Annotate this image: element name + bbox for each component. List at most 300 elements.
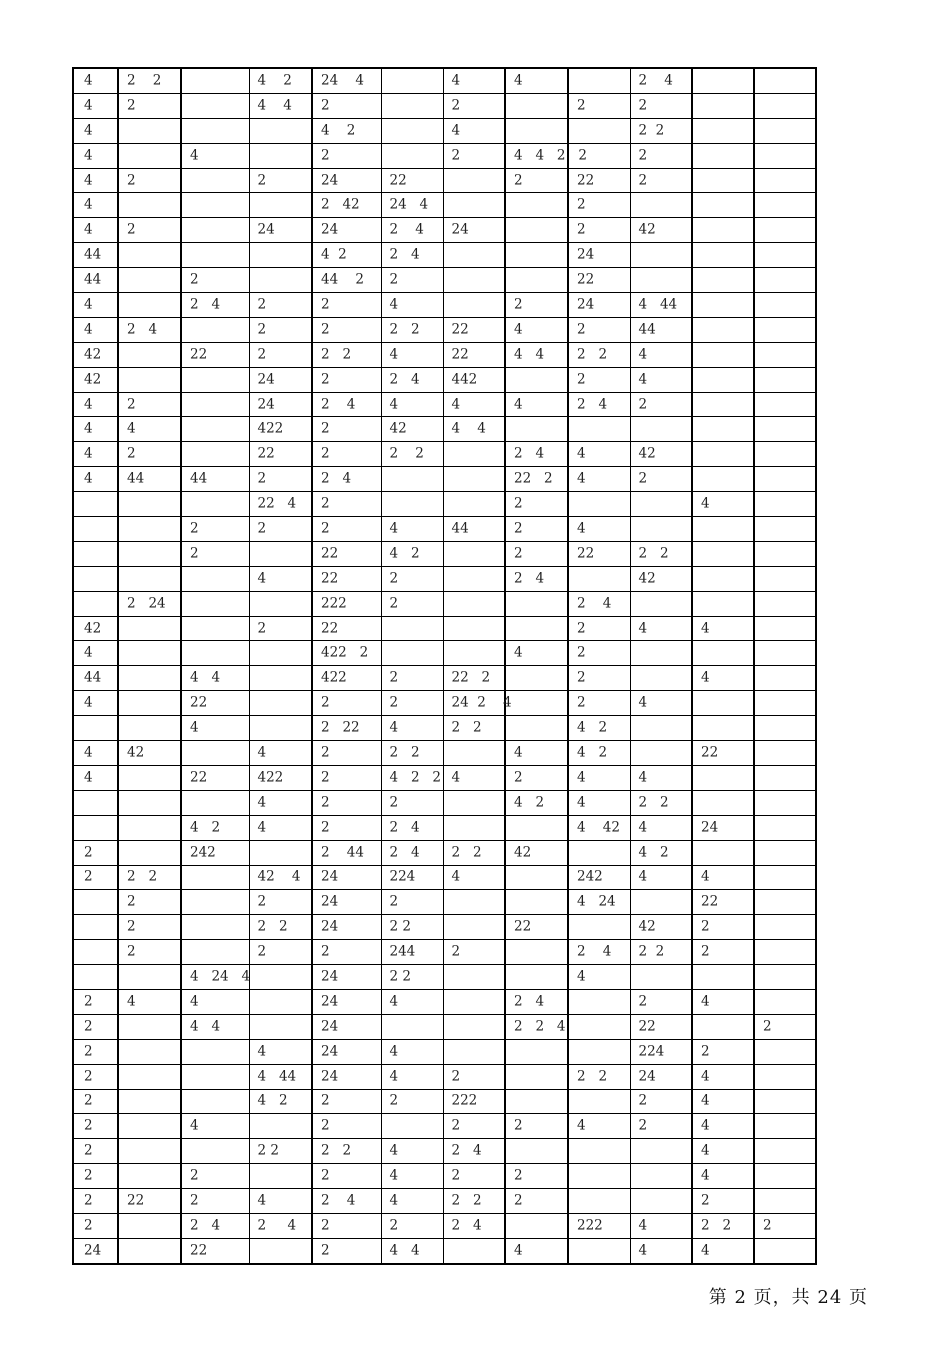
table-cell [505, 1089, 568, 1114]
table-cell [312, 367, 381, 392]
cell-text: 4 4 [514, 345, 545, 362]
table-cell [505, 591, 568, 616]
table-cell [181, 417, 249, 442]
table-cell [249, 367, 312, 392]
table-cell [73, 566, 118, 591]
table-cell [312, 641, 381, 666]
cell-text: 24 [257, 221, 275, 238]
table-cell [568, 1014, 630, 1039]
table-cell [381, 268, 443, 293]
cell-text: 4 2 [321, 121, 356, 138]
cell-text: 2 2 [451, 843, 482, 860]
table-cell [249, 1039, 312, 1064]
table-cell [181, 1189, 249, 1214]
table-cell [73, 741, 118, 766]
table-cell [312, 1114, 381, 1139]
table-cell [249, 1238, 312, 1263]
table-row [73, 865, 816, 890]
cell-text: 2 2 [638, 943, 665, 960]
table-cell [505, 417, 568, 442]
table-cell [73, 790, 118, 815]
table-cell [443, 965, 505, 990]
table-cell [568, 666, 630, 691]
table-cell [249, 1114, 312, 1139]
cell-text: 4 [84, 146, 93, 163]
cell-text: 4 24 [577, 893, 616, 910]
table-cell [181, 143, 249, 168]
cell-text: 2 [257, 296, 267, 313]
table-cell [249, 641, 312, 666]
table-cell [568, 840, 630, 865]
table-cell [381, 243, 443, 268]
table-cell [443, 193, 505, 218]
cell-text: 2 2 [127, 868, 158, 885]
table-cell [249, 865, 312, 890]
cell-text: 4 [389, 1142, 399, 1159]
cell-text: 24 [321, 171, 339, 188]
cell-text: 22 [190, 694, 208, 711]
table-cell [381, 118, 443, 143]
table-row [73, 268, 816, 293]
cell-text: 42 [127, 744, 145, 761]
table-cell [73, 517, 118, 542]
cell-text: 24 [321, 993, 339, 1010]
cell-text: 4 [701, 1167, 710, 1184]
table-cell [630, 1164, 692, 1189]
table-cell [312, 741, 381, 766]
table-cell [568, 218, 630, 243]
table-cell [249, 541, 312, 566]
table-row [73, 1139, 816, 1164]
cell-text: 2 22 [321, 719, 360, 736]
cell-text: 4 [701, 495, 710, 512]
table-cell [754, 840, 816, 865]
cell-text: 2 [127, 445, 136, 462]
table-cell [505, 716, 568, 741]
table-cell [505, 367, 568, 392]
cell-text: 2 [514, 1117, 523, 1134]
table-cell [754, 989, 816, 1014]
table-cell [381, 716, 443, 741]
table-cell [568, 293, 630, 318]
cell-text: 4 [84, 769, 93, 786]
cell-text: 2 [257, 619, 267, 636]
table-cell [568, 1189, 630, 1214]
table-cell [312, 1189, 381, 1214]
table-cell [568, 1089, 630, 1114]
table-cell [118, 367, 181, 392]
table-cell [568, 741, 630, 766]
table-cell [443, 492, 505, 517]
table-cell [568, 691, 630, 716]
table-cell [381, 691, 443, 716]
table-cell [312, 691, 381, 716]
table-cell [249, 915, 312, 940]
table-cell [181, 118, 249, 143]
table-cell [118, 1164, 181, 1189]
table-cell [443, 716, 505, 741]
table-row [73, 392, 816, 417]
table-cell [181, 218, 249, 243]
table-cell [630, 1238, 692, 1263]
table-row [73, 1064, 816, 1089]
cell-text: 4 [257, 794, 267, 811]
table-cell [505, 1189, 568, 1214]
table-row [73, 118, 816, 143]
cell-text: 44 [451, 520, 469, 537]
table-cell [630, 1039, 692, 1064]
table-cell [312, 68, 381, 93]
table-cell [630, 218, 692, 243]
table-row [73, 591, 816, 616]
cell-text: 24 [577, 246, 595, 263]
table-cell [630, 691, 692, 716]
cell-text: 2 [577, 221, 586, 238]
table-cell [118, 1213, 181, 1238]
table-cell [249, 517, 312, 542]
table-cell [568, 517, 630, 542]
table-cell [73, 1139, 118, 1164]
cell-text: 4 [701, 619, 710, 636]
table-cell [692, 940, 754, 965]
cell-text: 2 4 [577, 594, 612, 611]
table-cell [118, 243, 181, 268]
cell-text: 2 [638, 1117, 648, 1134]
table-cell [630, 1064, 692, 1089]
table-cell [312, 218, 381, 243]
table-cell [443, 815, 505, 840]
table-cell [630, 417, 692, 442]
cell-text: 4 [84, 97, 93, 114]
table-cell [181, 1238, 249, 1263]
table-cell [249, 1089, 312, 1114]
table-cell [505, 1114, 568, 1139]
table-cell [118, 616, 181, 641]
table-cell [249, 1164, 312, 1189]
table-cell [692, 691, 754, 716]
table-cell [381, 1139, 443, 1164]
table-cell [312, 591, 381, 616]
table-cell [312, 1089, 381, 1114]
table-cell [568, 1039, 630, 1064]
table-cell [692, 342, 754, 367]
table-cell [505, 1238, 568, 1263]
table-cell [692, 367, 754, 392]
table-cell [443, 168, 505, 193]
table-cell [181, 392, 249, 417]
cell-text: 2 [127, 171, 136, 188]
cell-text: 4 [389, 1067, 399, 1084]
table-cell [568, 143, 630, 168]
table-cell [692, 1039, 754, 1064]
table-cell [568, 417, 630, 442]
table-row [73, 965, 816, 990]
table-cell [754, 765, 816, 790]
table-row [73, 765, 816, 790]
table-cell [754, 293, 816, 318]
table-cell [630, 517, 692, 542]
table-cell [754, 815, 816, 840]
cell-text: 4 [84, 72, 93, 89]
table-cell [181, 641, 249, 666]
table-cell [118, 1089, 181, 1114]
cell-text: 4 [701, 868, 710, 885]
cell-text: 22 [321, 619, 339, 636]
table-row [73, 93, 816, 118]
cell-text: 2 4 [190, 296, 221, 313]
cell-text: 4 4 [451, 420, 486, 437]
cell-text: 2 4 [638, 72, 673, 89]
table-cell [181, 940, 249, 965]
table-cell [73, 243, 118, 268]
table-row [73, 1014, 816, 1039]
cell-text: 22 [514, 918, 532, 935]
table-cell [181, 1213, 249, 1238]
table-row [73, 1189, 816, 1214]
cell-text: 2 4 [127, 321, 158, 338]
cell-text: 4 [577, 445, 586, 462]
table-cell [249, 616, 312, 641]
table-cell [568, 915, 630, 940]
cell-text: 42 [638, 570, 656, 586]
table-cell [630, 1139, 692, 1164]
table-cell [118, 591, 181, 616]
table-cell [312, 243, 381, 268]
table-cell [692, 317, 754, 342]
table-cell [73, 392, 118, 417]
cell-text: 24 [321, 1018, 339, 1035]
table-cell [73, 442, 118, 467]
table-cell [249, 467, 312, 492]
cell-text: 2 2 [577, 345, 608, 362]
cell-text: 4 2 [190, 818, 221, 835]
table-cell [443, 1064, 505, 1089]
table-cell [118, 716, 181, 741]
table-cell [692, 790, 754, 815]
cell-text: 2 2 [389, 321, 420, 338]
table-cell [754, 716, 816, 741]
cell-text: 4 4 [257, 97, 292, 114]
table-cell [381, 1189, 443, 1214]
cell-text: 2 [389, 794, 399, 811]
cell-text: 2 [451, 146, 461, 163]
table-cell [381, 541, 443, 566]
cell-text: 22 [701, 744, 719, 761]
table-cell [443, 666, 505, 691]
cell-text: 4 [514, 744, 523, 761]
table-cell [249, 940, 312, 965]
table-cell [312, 716, 381, 741]
cell-text: 2 2 [701, 1217, 732, 1234]
table-cell [505, 293, 568, 318]
table-row [73, 666, 816, 691]
cell-text: 2 [577, 370, 586, 387]
table-cell [118, 442, 181, 467]
table-cell [443, 417, 505, 442]
cell-text: 2 [514, 296, 523, 313]
table-cell [505, 666, 568, 691]
cell-text: 2 [638, 395, 648, 412]
table-cell [630, 815, 692, 840]
table-cell [692, 467, 754, 492]
cell-text: 24 [321, 221, 339, 238]
cell-text: 4 [84, 445, 93, 462]
cell-text: 2 4 [190, 1217, 221, 1234]
table-cell [312, 1213, 381, 1238]
cell-text: 4 [190, 993, 199, 1010]
table-cell [630, 342, 692, 367]
table-cell [568, 168, 630, 193]
table-cell [381, 915, 443, 940]
cell-text: 2 [321, 1117, 330, 1134]
table-cell [312, 790, 381, 815]
table-cell [249, 317, 312, 342]
table-cell [118, 268, 181, 293]
table-cell [73, 1089, 118, 1114]
table-row [73, 1238, 816, 1263]
cell-text: 2 4 [321, 470, 352, 487]
cell-text: 2 [257, 321, 267, 338]
table-cell [692, 1089, 754, 1114]
table-cell [249, 716, 312, 741]
table-cell [249, 193, 312, 218]
cell-text: 4 [389, 1042, 399, 1059]
table-cell [249, 765, 312, 790]
table-cell [754, 790, 816, 815]
table-cell [443, 915, 505, 940]
cell-text: 2 [127, 918, 136, 935]
table-cell [692, 168, 754, 193]
table-cell [381, 93, 443, 118]
table-cell [381, 168, 443, 193]
cell-text: 422 [321, 669, 347, 686]
table-row [73, 1164, 816, 1189]
table-cell [754, 467, 816, 492]
table-cell [118, 865, 181, 890]
table-cell [118, 392, 181, 417]
table-cell [754, 193, 816, 218]
table-row [73, 815, 816, 840]
table-cell [754, 392, 816, 417]
cell-text: 4 [389, 296, 399, 313]
table-cell [249, 1014, 312, 1039]
cell-text: 4 [257, 570, 267, 586]
table-cell [568, 392, 630, 417]
table-row [73, 641, 816, 666]
table-cell [181, 1014, 249, 1039]
table-cell [505, 741, 568, 766]
table-cell [443, 790, 505, 815]
cell-text: 2 [84, 868, 93, 885]
cell-text: 2 [321, 744, 330, 761]
table-cell [630, 168, 692, 193]
table-cell [118, 691, 181, 716]
table-cell [118, 641, 181, 666]
table-cell [754, 268, 816, 293]
table-cell [73, 1189, 118, 1214]
cell-text: 2 42 [321, 196, 360, 213]
table-cell [73, 93, 118, 118]
page-footer: 第 2 页，共 24 页 [708, 1287, 868, 1308]
cell-text: 4 [638, 1242, 648, 1259]
cell-text: 4 [577, 968, 586, 985]
table-cell [118, 492, 181, 517]
table-cell [630, 915, 692, 940]
cell-text: 4 2 [514, 794, 545, 811]
table-cell [181, 68, 249, 93]
table-cell [505, 118, 568, 143]
table-cell [754, 641, 816, 666]
cell-text: 2 [389, 694, 399, 711]
table-cell [181, 691, 249, 716]
cell-text: 2 2 [577, 1067, 608, 1084]
table-cell [692, 1238, 754, 1263]
cell-text: 2 [638, 1092, 648, 1109]
cell-text: 2 [190, 520, 199, 537]
cell-text: 2 [389, 594, 399, 611]
cell-text: 4 [127, 993, 136, 1010]
cell-text: 2 2 4 [514, 1018, 566, 1035]
cell-text: 4 [451, 72, 461, 89]
cell-text: 2 [84, 1042, 93, 1059]
cell-text: 2 [514, 495, 523, 512]
cell-text: 22 4 [257, 495, 297, 512]
table-cell [692, 591, 754, 616]
cell-text: 2 4 [451, 1217, 482, 1234]
cell-text: 2 2 [389, 445, 424, 462]
table-cell [118, 915, 181, 940]
cell-text: 22 [257, 445, 275, 462]
table-cell [73, 765, 118, 790]
cell-text: 2 4 [257, 1217, 297, 1234]
table-cell [754, 118, 816, 143]
table-cell [443, 442, 505, 467]
table-cell [692, 541, 754, 566]
cell-text: 4 [190, 719, 199, 736]
table-cell [505, 168, 568, 193]
cell-text: 2 4 [577, 395, 608, 412]
cell-text: 4 [84, 296, 93, 313]
table-cell [249, 1139, 312, 1164]
table-cell [568, 716, 630, 741]
cell-text: 2 [84, 1192, 93, 1209]
table-cell [754, 741, 816, 766]
table-cell [692, 890, 754, 915]
table-cell [568, 1213, 630, 1238]
cell-text: 2 [701, 918, 710, 935]
table-cell [73, 989, 118, 1014]
cell-text: 4 [84, 395, 93, 412]
table-cell [73, 492, 118, 517]
table-cell [754, 591, 816, 616]
cell-text: 224 [638, 1042, 665, 1059]
cell-text: 42 [84, 345, 102, 362]
cell-text: 2 [84, 1217, 93, 1234]
cell-text: 2 [577, 644, 586, 661]
table-cell [692, 442, 754, 467]
table-cell [630, 591, 692, 616]
cell-text: 2 [321, 794, 330, 811]
cell-text: 4 [84, 121, 93, 138]
table-cell [754, 965, 816, 990]
table-cell [692, 989, 754, 1014]
table-cell [312, 317, 381, 342]
table-cell [381, 392, 443, 417]
table-cell [312, 342, 381, 367]
table-cell [181, 716, 249, 741]
table-cell [630, 566, 692, 591]
table-cell [443, 1189, 505, 1214]
